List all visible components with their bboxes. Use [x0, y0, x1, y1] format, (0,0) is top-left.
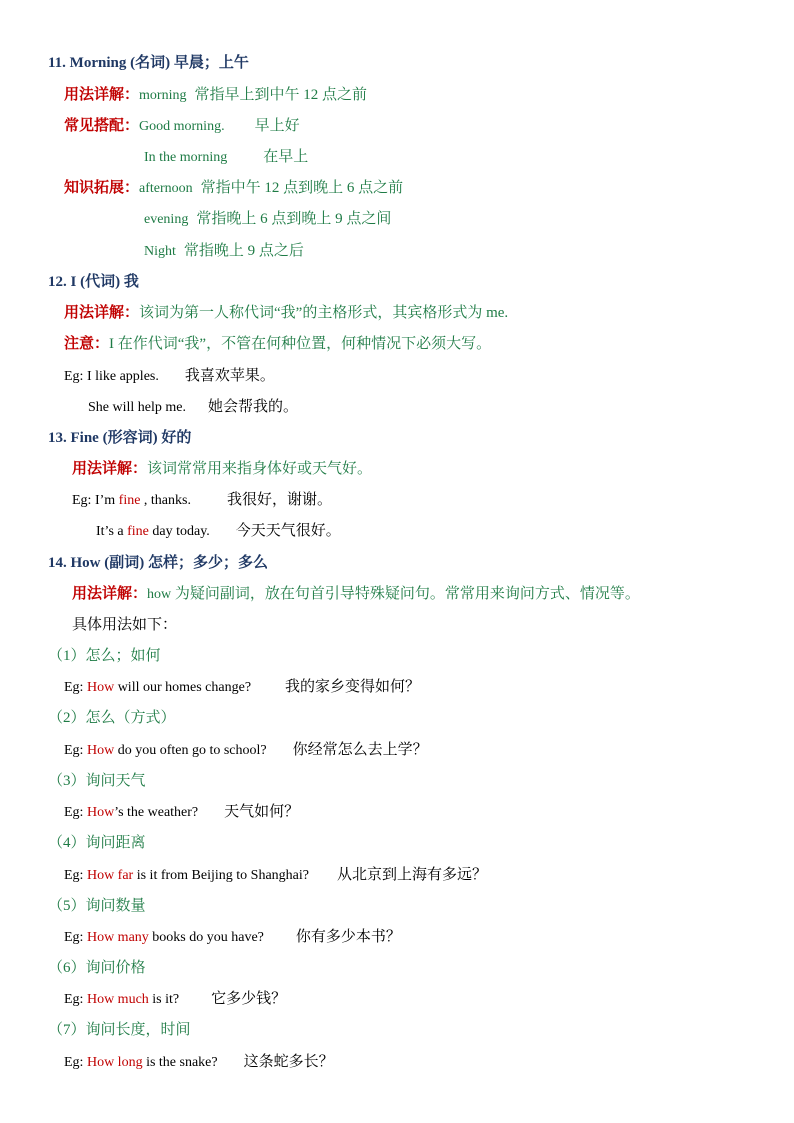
- s12-example-1: [64, 366, 275, 387]
- ext1-cn: 常指中午 12 点到晚上 6 点之前: [200, 180, 404, 196]
- usage-label: 用法详解：: [72, 586, 148, 602]
- usage-text: 该词为第一人称代词“我”的主格形式，其宾格形式为 me.: [139, 305, 509, 321]
- example-cn: 我喜欢苹果。: [184, 368, 275, 384]
- s11-colloc-line-1: [64, 116, 300, 137]
- eg-prefix: Eg:: [64, 1055, 87, 1070]
- usage-label: 用法详解：: [72, 461, 148, 477]
- section-11-title: 11. Morning (名词) 早晨；上午: [48, 55, 249, 71]
- eg-highlight: How: [86, 743, 115, 758]
- usage-item-heading: （3）询问天气: [48, 773, 146, 789]
- eg-prefix: Eg:: [64, 868, 87, 883]
- s14-usage-line: [72, 584, 640, 605]
- colloc1-cn: 早上好: [254, 118, 300, 134]
- eg-prefix: Eg:: [64, 992, 87, 1007]
- eg-cn: 这条蛇多长？: [243, 1054, 334, 1070]
- usage-label: 用法详解：: [64, 87, 140, 103]
- s11-ext-line-2: [144, 209, 391, 230]
- eg-highlight: How many: [86, 930, 149, 945]
- example-cn: 她会帮我的。: [208, 399, 299, 415]
- usage-item-example: [64, 989, 286, 1010]
- section-12-title: 12. I (代词) 我: [48, 274, 139, 290]
- usage-item-heading: （4）询问距离: [48, 835, 146, 851]
- s14-intro: 具体用法如下：: [72, 617, 178, 633]
- eg-highlight: How: [86, 680, 115, 695]
- usage-text: 该词常常用来指身体好或天气好。: [147, 461, 373, 477]
- s11-ext-line-3: [144, 241, 304, 262]
- ext3-cn: 常指晚上 9 点之后: [183, 243, 304, 259]
- usage-highlight: how: [147, 587, 172, 602]
- eg-rest: ’s the weather?: [114, 805, 199, 820]
- ext2-cn: 常指晚上 6 点到晚上 9 点之间: [196, 211, 392, 227]
- usage-item-example: [64, 927, 401, 948]
- usage-text: 为疑问副词，放在句首引导特殊疑问句。常常用来询问方式、情况等。: [171, 586, 640, 602]
- eg-cn: 我的家乡变得如何？: [285, 679, 421, 695]
- usage-cn: 常指早上到中午 12 点之前: [194, 87, 367, 103]
- example-post: , thanks.: [140, 493, 191, 508]
- usage-item-example: [64, 677, 420, 698]
- usage-item-heading: （5）询问数量: [48, 898, 146, 914]
- colloc2-cn: 在早上: [263, 149, 309, 165]
- note-text: I 在作代词“我”，不管在何种位置，何种情况下必须大写。: [109, 336, 492, 352]
- s11-colloc-line-2: [144, 147, 308, 168]
- example-highlight: fine: [118, 493, 141, 508]
- eg-highlight: How long: [86, 1055, 143, 1070]
- example-cn: 今天天气很好。: [235, 523, 341, 539]
- usage-item-example: [64, 1052, 334, 1073]
- eg-rest: books do you have?: [148, 930, 264, 945]
- example-en: Eg: I like apples.: [64, 369, 159, 384]
- eg-highlight: How much: [86, 992, 149, 1007]
- eg-prefix: Eg:: [64, 680, 87, 695]
- s11-usage-line: [64, 85, 367, 106]
- example-en: She will help me.: [88, 400, 186, 415]
- colloc-label: 常见搭配：: [64, 118, 140, 134]
- eg-rest: is it?: [148, 992, 180, 1007]
- usage-item-example: [64, 740, 428, 761]
- eg-rest: will our homes change?: [114, 680, 252, 695]
- eg-prefix: Eg:: [64, 743, 87, 758]
- usage-item-heading: （2）怎么（方式）: [48, 710, 176, 726]
- ext2-en: evening: [144, 212, 189, 227]
- section-13-title: 13. Fine (形容词) 好的: [48, 430, 192, 446]
- eg-rest: do you often go to school?: [114, 743, 267, 758]
- eg-highlight: How far: [86, 868, 134, 883]
- ext-label: 知识拓展：: [64, 180, 140, 196]
- example-post: day today.: [148, 524, 210, 539]
- usage-en: morning: [139, 88, 187, 103]
- section-14-title: 14. How (副词) 怎样；多少；多么: [48, 555, 268, 571]
- s11-ext-line-1: [64, 178, 403, 199]
- eg-cn: 从北京到上海有多远？: [336, 867, 487, 883]
- eg-rest: is it from Beijing to Shanghai?: [133, 868, 309, 883]
- eg-highlight: How: [86, 805, 115, 820]
- s12-example-2: [88, 397, 298, 418]
- eg-prefix: Eg:: [64, 805, 87, 820]
- ext1-en: afternoon: [139, 181, 193, 196]
- s12-note-line: [64, 334, 491, 354]
- usage-item-heading: （6）询问价格: [48, 960, 146, 976]
- s13-example-1: [72, 490, 332, 511]
- usage-item-example: [64, 865, 487, 886]
- s13-usage-line: [72, 459, 372, 479]
- example-pre: Eg: I’m: [72, 493, 119, 508]
- colloc1-en: Good morning.: [139, 119, 225, 134]
- eg-prefix: Eg:: [64, 930, 87, 945]
- s13-example-2: [96, 521, 341, 542]
- usage-item-example: [64, 802, 299, 823]
- eg-cn: 你经常怎么去上学？: [292, 742, 428, 758]
- eg-cn: 天气如何？: [224, 804, 300, 820]
- eg-cn: 它多少钱？: [211, 991, 287, 1007]
- example-pre: It’s a: [96, 524, 128, 539]
- eg-rest: is the snake?: [142, 1055, 218, 1070]
- usage-item-heading: （1）怎么；如何: [48, 648, 161, 664]
- colloc2-en: In the morning: [144, 150, 228, 165]
- example-cn: 我很好，谢谢。: [226, 492, 332, 508]
- example-highlight: fine: [127, 524, 149, 539]
- note-label: 注意：: [64, 336, 110, 352]
- s12-usage-line: [64, 303, 508, 323]
- eg-cn: 你有多少本书？: [295, 929, 401, 945]
- ext3-en: Night: [144, 244, 176, 259]
- usage-label: 用法详解：: [64, 305, 140, 321]
- usage-item-heading: （7）询问长度，时间: [48, 1022, 191, 1038]
